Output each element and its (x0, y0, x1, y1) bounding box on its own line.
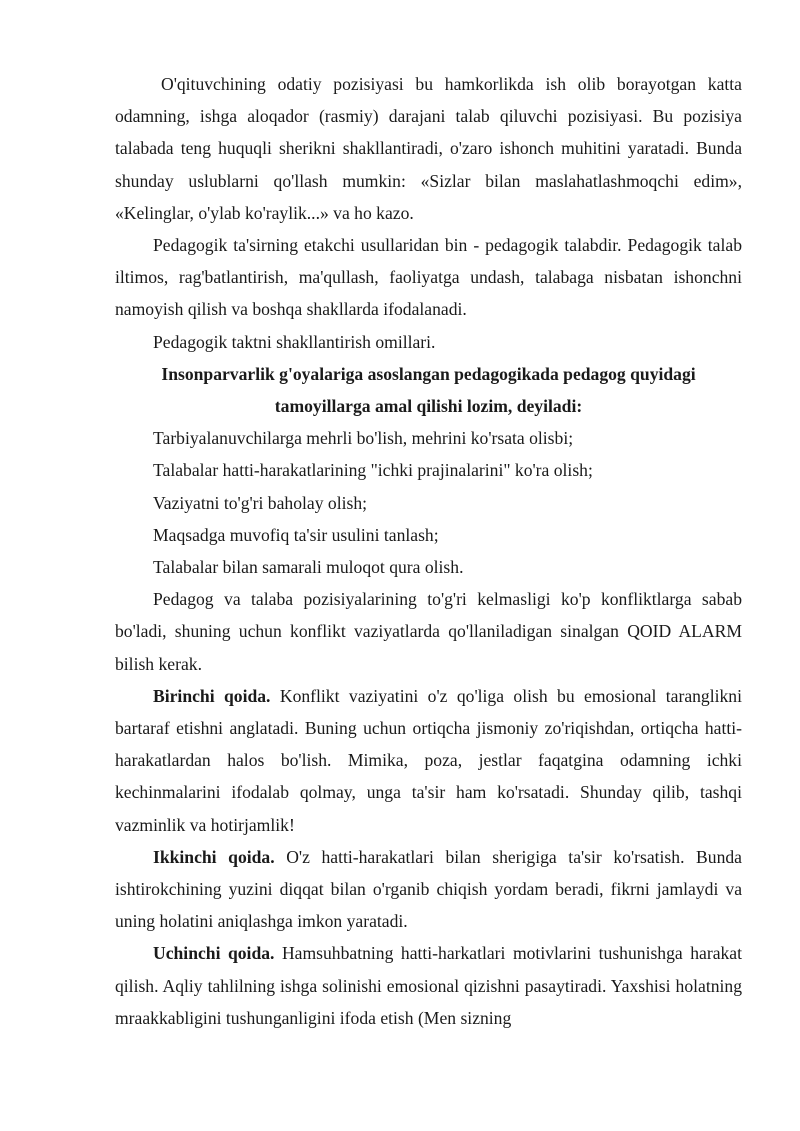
document-page (115, 68, 742, 1034)
paragraph-pedagogical-requirement: Pedagogik ta'sirning etakchi usullaridan bin - pedagogik talabdir. Pedagogik talab iltimos, rag'batlantirish, ma'qullash, faoliyatga undash, talabaga nisbatan ishonchni namoyish qilish va boshqa shakllarda ifodalanadi. (115, 235, 742, 320)
paragraph-rule-2 (115, 841, 742, 938)
paragraph-conflict: Pedagog va talaba pozisiyalarining to'g'ri kelmasligi ko'p konfliktlarga sabab bo'ladi, shuning uchun konflikt vaziyatlarda qo'llaniladigan sinalgan QOID ALARM bilish kerak. (115, 589, 742, 674)
paragraph-tact-factors: Pedagogik taktni shakllantirish omillari. (153, 331, 436, 352)
section-heading: Insonparvarlik g'oyalariga asoslangan pedagogikada pedagog quyidagi tamoyillarga amal qilishi lozim, deyiladi: (161, 363, 696, 417)
list-item: Talabalar bilan samarali muloqot qura olish. (153, 557, 464, 578)
rule-2-text: O'z hatti-harakatlari bilan sherigiga ta'sir ko'rsatish. Bunda ishtirokchining yuzini diqqat bilan o'rganib chiqish yordam beradi, fikrni jamlaydi va uning holatini aniqlashga imkon yaratadi. (115, 846, 742, 932)
list-item: Maqsadga muvofiq ta'sir usulini tanlash; (153, 524, 439, 545)
list-item: Vaziyatni to'g'ri baholay olish; (153, 492, 368, 513)
rule-1-label: Birinchi qoida. (153, 685, 271, 706)
rule-1-text: Konflikt vaziyatini o'z qo'liga olish bu emosional taranglikni bartaraf etishni anglatadi. Buning uchun ortiqcha jismoniy zo'riqishdan, ortiqcha hatti-harakatlardan halos bo'lish. Mimika, poza, jestlar faqatgina odamning ichki kechinmalarini ifodalab qolmay, unga ta'sir ham ko'rsatadi. Shunday qilib, tashqi vazminlik va hotirjamlik! (115, 685, 742, 835)
paragraph-teacher-position: O'qituvchining odatiy pozisiyasi bu hamkorlikda ish olib borayotgan katta odamning, ishga aloqador (rasmiy) darajani talab qiluvchi pozisiyasi. Bu pozisiya talabada teng huquqli sherikni shakllantiradi, o'zaro ishonch muhitini yaratadi. Bunda shunday uslublarni qo'llash mumkin: «Sizlar bilan maslahatlashmoqchi edim», «Kelinglar, o'ylab ko'raylik...» va ho kazo. (115, 74, 742, 223)
rule-3-label: Uchinchi qoida. (153, 943, 275, 964)
paragraph-rule-1 (115, 680, 742, 841)
rule-3-text: Hamsuhbatning hatti-harkatlari motivlarini tushunishga harakat qilish. Aqliy tahlilning ishga solinishi emosional qizishni pasaytiradi. Yaxshisi holatning mraakkabligini tushunganligini ifoda etish (Men sizning (115, 943, 742, 1028)
paragraph-rule-3 (115, 937, 742, 1034)
list-item: Tarbiyalanuvchilarga mehrli bo'lish, mehrini ko'rsata olisbi; (153, 428, 574, 449)
rule-2-label: Ikkinchi qoida. (153, 846, 275, 867)
list-item: Talabalar hatti-harakatlarining "ichki prajinalarini" ko'ra olish; (153, 460, 593, 481)
